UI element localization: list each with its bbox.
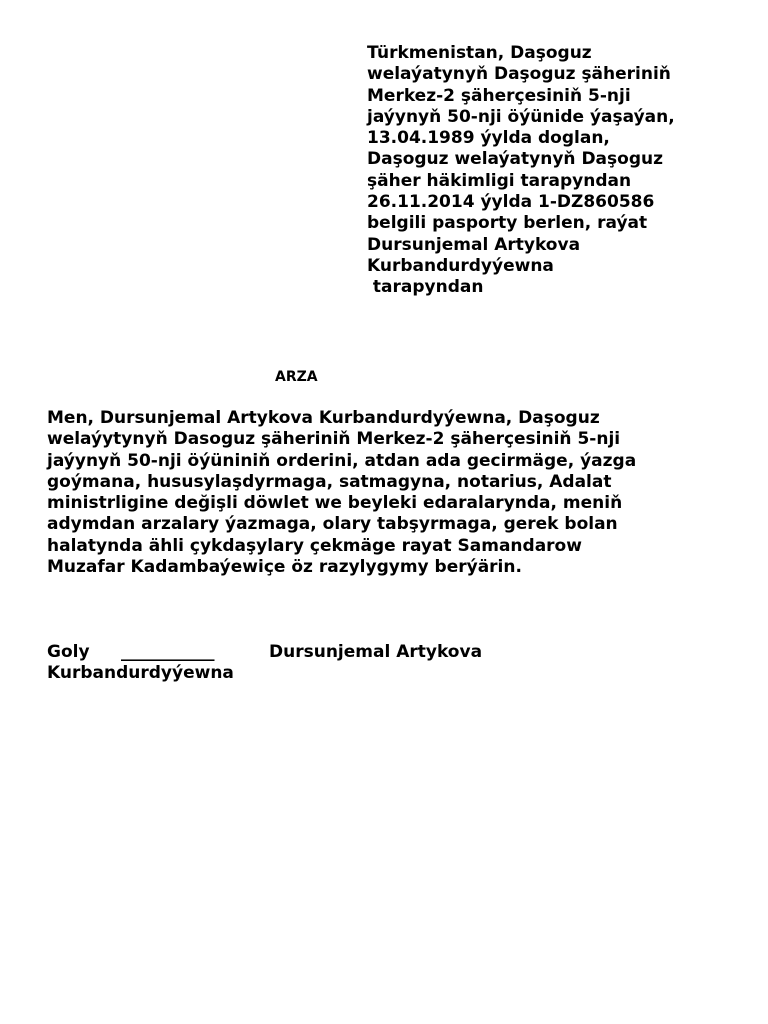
addressee-line: Türkmenistan, Daşoguz [367,43,592,63]
body-line: halatynda ähli çykdaşylary çekmäge rayat Samandarow [47,535,582,556]
addressee-line: 13.04.1989 ýylda doglan, [367,128,610,149]
statement-body [47,408,747,578]
body-line: Men, Dursunjemal Artykova Kurbandurdyýewna, Daşoguz [47,408,600,428]
signer-name: Dursunjemal Artykova [269,642,483,662]
addressee-block [367,43,757,299]
signature-blank-line: ___________ [121,642,215,662]
body-line: adymdan arzalary ýazmaga, olary tabşyrmaga, gerek bolan [47,514,618,535]
addressee-line: Merkez-2 şäherçesiniň 5-nji [367,85,631,106]
addressee-line: welaýatynyň Daşoguz şäheriniň [367,64,671,85]
addressee-line: Kurbandurdyýewna [367,255,554,276]
body-line: ministrligine değişli döwlet we beyleki edaralarynda, meniň [47,493,623,514]
document-title: ARZA [275,369,318,385]
signature-label: Goly [47,642,90,662]
addressee-line: 26.11.2014 ýylda 1-DZ860586 [367,192,655,213]
signature-row [47,642,747,663]
addressee-line: Daşoguz welaýatynyň Daşoguz [367,149,663,170]
body-line: Muzafar Kadambaýewiçe öz razylygymy berýärin. [47,557,522,578]
body-line: jaýynyň 50-nji öýüniniň orderini, atdan ada gecirmäge, ýazga [47,450,637,471]
body-line: goýmana, hususylaşdyrmaga, satmagyna, notarius, Adalat [47,471,612,492]
body-line: welaýytynyň Dasoguz şäheriniň Merkez-2 şäherçesiniň 5-nji [47,429,621,450]
addressee-line: tarapyndan [367,277,484,298]
addressee-line: jaýynyň 50-nji öýünide ýaşaýan, [367,106,675,127]
signer-name-continued: Kurbandurdyýewna [47,663,234,684]
addressee-line: belgili pasporty berlen, raýat [367,213,648,234]
addressee-line: şäher häkimligi tarapyndan [367,170,632,191]
signature-block [47,642,747,685]
addressee-line: Dursunjemal Artykova [367,234,581,255]
